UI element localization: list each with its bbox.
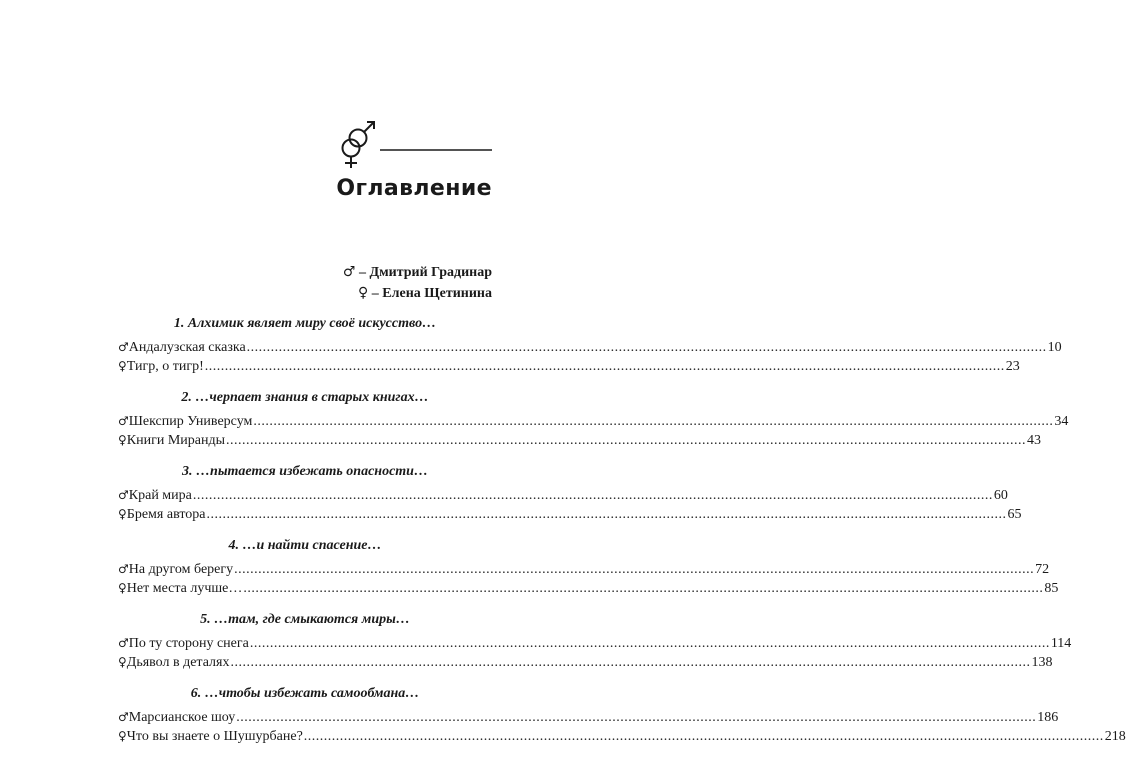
toc-entry[interactable] (118, 431, 1042, 450)
page-number: 218 (1104, 729, 1126, 744)
page-number: 65 (1007, 507, 1022, 522)
toc-section (118, 388, 1069, 450)
page-title: Оглавление (336, 176, 492, 201)
toc-entry[interactable] (118, 560, 1050, 579)
toc-entry[interactable] (118, 634, 1072, 653)
toc-section (118, 536, 1059, 598)
mars-icon: ♂ (118, 340, 129, 354)
venus-icon: ♀ (118, 729, 127, 743)
venus-icon: ♀ (118, 359, 127, 373)
entry-title: Тигр, о тигр! (126, 359, 204, 374)
dot-leader: ........................................................................................................................................................................................................ (226, 433, 1027, 448)
page-number: 34 (1054, 414, 1069, 429)
venus-icon: ♀ (118, 433, 127, 447)
gender-symbols-logo (332, 112, 492, 174)
entry-title: По ту сторону снега (128, 636, 249, 651)
section-title: 4. …и найти спасение… (228, 538, 382, 553)
table-of-contents (118, 314, 1126, 758)
toc-entry[interactable] (118, 338, 1062, 357)
entry-title: Что вы знаете о Шушурбане? (126, 729, 303, 744)
page-number: 85 (1044, 581, 1059, 596)
mars-icon: ♂ (118, 488, 129, 502)
dot-leader: ........................................................................................................................................................................................................ (192, 488, 993, 503)
entry-title: Шекспир Универсум (128, 414, 253, 429)
page-number: 138 (1031, 655, 1053, 670)
dot-leader: ........................................................................................................................................................................................................ (204, 359, 1005, 374)
page-number: 60 (993, 488, 1008, 503)
toc-entry[interactable] (118, 579, 1059, 598)
dot-leader: ........................................................................................................................................................................................................ (253, 414, 1054, 429)
mars-icon: ♂ (342, 264, 356, 280)
dot-leader: ........................................................................................................................................................................................................ (234, 562, 1035, 577)
toc-entry[interactable] (118, 412, 1069, 431)
entry-title: Книги Миранды (126, 433, 226, 448)
entry-title: Нет места лучше… (126, 581, 243, 596)
venus-icon: ♀ (118, 581, 127, 595)
toc-entry[interactable] (118, 727, 1126, 746)
dot-leader: ........................................................................................................................................................................................................ (249, 636, 1050, 651)
toc-entry[interactable] (118, 357, 1020, 376)
dot-leader: ........................................................................................................................................................................................................ (303, 729, 1104, 744)
toc-section (118, 314, 1062, 376)
author-row-male (300, 262, 492, 283)
mars-icon: ♂ (118, 710, 129, 724)
page-number: 186 (1037, 710, 1059, 725)
entry-title: Бремя автора (126, 507, 206, 522)
dot-leader: ........................................................................................................................................................................................................ (206, 507, 1007, 522)
toc-section (118, 684, 1126, 746)
venus-icon: ♀ (118, 507, 127, 521)
toc-entry[interactable] (118, 505, 1022, 524)
author-name: – Елена Щетинина (371, 286, 492, 301)
entry-title: На другом берегу (128, 562, 234, 577)
page-number: 72 (1035, 562, 1050, 577)
page-number: 43 (1027, 433, 1042, 448)
page-number: 114 (1050, 636, 1072, 651)
section-title: 6. …чтобы избежать самообмана… (190, 686, 420, 701)
section-title: 3. …пытается избежать опасности… (182, 464, 428, 479)
entry-title: Андалузская сказка (128, 340, 246, 355)
author-row-female (300, 283, 492, 304)
venus-icon: ♀ (118, 655, 127, 669)
author-name: – Дмитрий Градинар (358, 265, 492, 280)
toc-section (118, 462, 1022, 524)
authors-legend (300, 262, 492, 304)
mars-icon: ♂ (118, 414, 129, 428)
section-title: 2. …черпает знания в старых книгах… (181, 390, 429, 405)
entry-title: Край мира (128, 488, 192, 503)
dot-leader: ........................................................................................................................................................................................................ (246, 340, 1047, 355)
dot-leader: ........................................................................................................................................................................................................ (230, 655, 1031, 670)
dot-leader: ........................................................................................................................................................................................................ (243, 581, 1044, 596)
toc-section (118, 610, 1072, 672)
page-number: 10 (1047, 340, 1062, 355)
entry-title: Дьявол в деталях (126, 655, 230, 670)
mars-icon: ♂ (118, 562, 129, 576)
dot-leader: ........................................................................................................................................................................................................ (236, 710, 1037, 725)
entry-title: Марсианское шоу (128, 710, 236, 725)
mars-icon: ♂ (118, 636, 129, 650)
toc-entry[interactable] (118, 708, 1059, 727)
page-number: 23 (1005, 359, 1020, 374)
toc-entry[interactable] (118, 486, 1008, 505)
mars-venus-icon (332, 112, 492, 174)
section-title: 1. Алхимик являет миру своё искусство… (173, 316, 437, 331)
section-title: 5. …там, где смыкаются миры… (200, 612, 410, 627)
venus-icon: ♀ (358, 285, 369, 301)
toc-entry[interactable] (118, 653, 1053, 672)
